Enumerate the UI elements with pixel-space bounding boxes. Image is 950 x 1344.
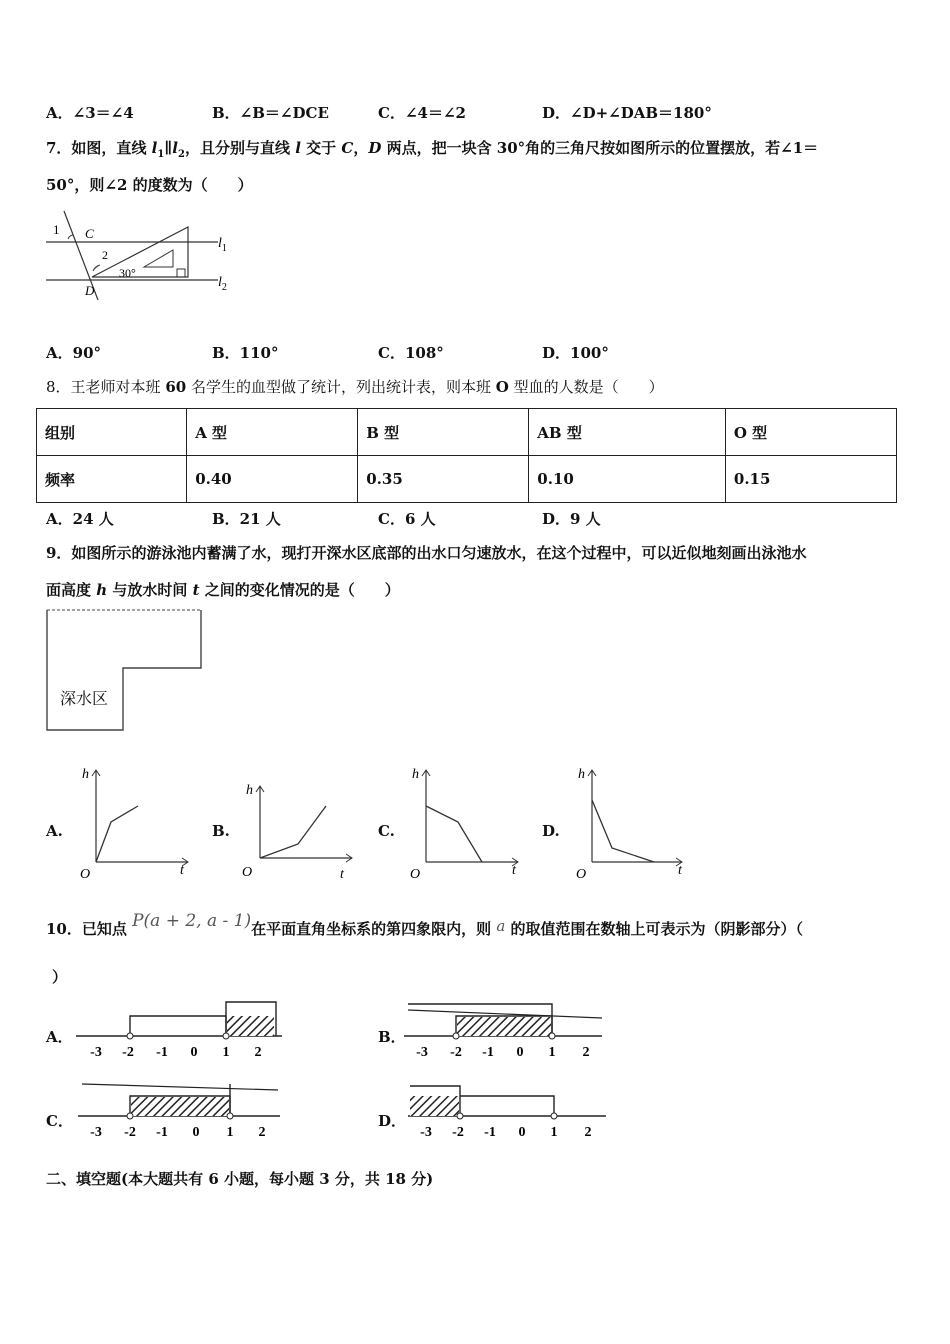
q9-graph-c bbox=[406, 764, 524, 882]
q9-pool-figure bbox=[44, 607, 206, 733]
graph-label-t: t bbox=[340, 867, 344, 882]
graph-label-h: h bbox=[82, 767, 89, 782]
q7-fig-l2 bbox=[218, 275, 227, 293]
q10-numberline-b bbox=[400, 996, 606, 1064]
q7-mid2: 交于 bbox=[300, 139, 342, 157]
q10-close: ） bbox=[52, 968, 68, 986]
q8-stat-table bbox=[36, 408, 897, 503]
tick-label: -3 bbox=[420, 1125, 432, 1140]
table-cell: 0.35 bbox=[358, 456, 529, 503]
q10-numberline-c bbox=[70, 1080, 284, 1148]
q10-prefix: 10．已知点 bbox=[46, 920, 133, 938]
q10-numberline-a bbox=[66, 996, 286, 1064]
q7-fig-c: C bbox=[85, 226, 94, 241]
q9-stem-line1: 9．如图所示的游泳池内蓄满了水，现打开深水区底部的出水口匀速放水，在这个过程中，可以近似地刻画出泳池水 bbox=[46, 544, 807, 562]
q7-option-b: B．110° bbox=[212, 344, 279, 362]
q9-prefix: 面高度 bbox=[46, 581, 97, 599]
q9-graph-a bbox=[76, 764, 194, 882]
tick-label: 0 bbox=[516, 1045, 524, 1060]
q10-stem bbox=[46, 911, 804, 939]
q7-option-d: D．100° bbox=[542, 344, 609, 362]
q7-figure bbox=[40, 205, 240, 305]
q7-l: l bbox=[295, 139, 301, 157]
q10-numberline-d bbox=[404, 1080, 610, 1148]
q9-option-a: A. bbox=[46, 822, 63, 840]
graph-label-o: O bbox=[576, 867, 587, 882]
graph-label-h: h bbox=[578, 767, 585, 782]
q7-fig-l1 bbox=[218, 236, 227, 254]
table-cell: 0.10 bbox=[529, 456, 726, 503]
table-header-cell: AB 型 bbox=[529, 409, 726, 456]
tick-label: 0 bbox=[190, 1045, 198, 1060]
q7-fig-l1-sub: 1 bbox=[221, 243, 227, 254]
q8-o: O bbox=[495, 378, 509, 396]
q9-mid: 与放水时间 bbox=[107, 581, 193, 599]
table-cell: 0.40 bbox=[187, 456, 358, 503]
graph-label-o: O bbox=[410, 867, 421, 882]
tick-label: 2 bbox=[584, 1125, 592, 1140]
q8-num: 60 bbox=[165, 378, 187, 396]
graph-label-h: h bbox=[412, 767, 419, 782]
q7-stem-line1 bbox=[46, 137, 818, 160]
tick-label: 2 bbox=[582, 1045, 590, 1060]
tick-label: 0 bbox=[518, 1125, 526, 1140]
tick-label: -2 bbox=[122, 1045, 134, 1060]
tick-label: 0 bbox=[192, 1125, 200, 1140]
table-row bbox=[37, 456, 897, 503]
q8-end: 型血的人数是（ ） bbox=[508, 378, 664, 396]
q9-option-d: D. bbox=[542, 822, 560, 840]
q9-h: h bbox=[96, 581, 108, 599]
tick-label: -1 bbox=[156, 1125, 168, 1140]
graph-label-t: t bbox=[512, 863, 516, 878]
table-header-cell: B 型 bbox=[358, 409, 529, 456]
tick-label: 1 bbox=[222, 1045, 230, 1060]
q7-fig-l2-sub: 2 bbox=[221, 282, 227, 293]
tick-label: -2 bbox=[452, 1125, 464, 1140]
q7-end: 两点，把一块含 30°角的三角尺按如图所示的位置摆放，若∠1＝ bbox=[381, 139, 819, 157]
q7-l2-sub: 2 bbox=[178, 149, 185, 160]
q7-c: C bbox=[341, 139, 354, 157]
q7-fig-d: D bbox=[85, 283, 95, 298]
q7-prefix: 7．如图，直线 bbox=[46, 139, 152, 157]
q7-stem-line2: 50°，则∠2 的度数为（ ） bbox=[46, 176, 253, 194]
q7-l2: l bbox=[172, 139, 178, 157]
q8-option-c: C．6 人 bbox=[378, 510, 436, 528]
table-header-cell: O 型 bbox=[725, 409, 896, 456]
table-header-cell: 组别 bbox=[37, 409, 187, 456]
tick-label: -1 bbox=[156, 1045, 168, 1060]
q7-option-c: C．108° bbox=[378, 344, 444, 362]
tick-label: -3 bbox=[416, 1045, 428, 1060]
q10-option-b: B． bbox=[378, 1028, 406, 1046]
tick-label: 1 bbox=[548, 1045, 556, 1060]
q8-mid: 名学生的血型做了统计，列出统计表，则本班 bbox=[186, 378, 496, 396]
tick-label: -3 bbox=[90, 1125, 102, 1140]
q9-end: 之间的变化情况的是（ ） bbox=[199, 581, 400, 599]
q6-option-c: C．∠4＝∠2 bbox=[378, 104, 466, 122]
q7-fig-l2-letter: l bbox=[218, 275, 222, 290]
q6-option-a: A．∠3＝∠4 bbox=[46, 104, 134, 122]
q8-stem bbox=[46, 376, 664, 397]
q7-l1-sub: 1 bbox=[157, 149, 165, 160]
q9-graph-b bbox=[240, 764, 358, 882]
q6-option-b: B．∠B＝∠DCE bbox=[212, 104, 329, 122]
q10-point: P(a + 2, a - 1) bbox=[132, 911, 252, 931]
tick-label: -2 bbox=[124, 1125, 136, 1140]
q10-a: a bbox=[496, 917, 506, 935]
q9-option-c: C. bbox=[378, 822, 395, 840]
graph-label-o: O bbox=[80, 867, 91, 882]
q7-mid: ，且分别与直线 bbox=[184, 139, 296, 157]
q8-prefix: 8．王老师对本班 bbox=[46, 378, 166, 396]
q7-parallel: ∥ bbox=[164, 139, 173, 157]
q10-option-c: C． bbox=[46, 1112, 73, 1130]
q7-fig-l1-letter: l bbox=[218, 236, 222, 251]
tick-label: -1 bbox=[482, 1045, 494, 1060]
q7-fig-angle1: 1 bbox=[53, 222, 60, 237]
q7-fig-angle2: 2 bbox=[102, 248, 108, 262]
q8-option-d: D．9 人 bbox=[542, 510, 601, 528]
tick-label: -3 bbox=[90, 1045, 102, 1060]
q10-end: 的取值范围在数轴上可表示为（阴影部分）（ bbox=[505, 920, 804, 938]
tick-label: 2 bbox=[254, 1045, 262, 1060]
table-header-cell: A 型 bbox=[187, 409, 358, 456]
table-cell: 0.15 bbox=[725, 456, 896, 503]
q9-stem-line2 bbox=[46, 579, 400, 600]
q7-sep: ， bbox=[353, 139, 369, 157]
table-row bbox=[37, 409, 897, 456]
q9-option-b: B. bbox=[212, 822, 230, 840]
q7-option-a: A．90° bbox=[46, 344, 102, 362]
tick-label: -2 bbox=[450, 1045, 462, 1060]
q7-l1: l bbox=[151, 139, 158, 157]
q8-option-b: B．21 人 bbox=[212, 510, 281, 528]
q9-t: t bbox=[192, 581, 200, 599]
q7-d: D bbox=[368, 139, 382, 157]
q10-option-d: D． bbox=[378, 1112, 407, 1130]
graph-label-t: t bbox=[678, 863, 682, 878]
tick-label: 2 bbox=[258, 1125, 266, 1140]
q10-mid: 在平面直角坐标系的第四象限内，则 bbox=[251, 920, 497, 938]
q7-fig-30deg: 30° bbox=[119, 266, 136, 280]
graph-label-t: t bbox=[180, 863, 184, 878]
graph-label-o: O bbox=[242, 865, 253, 880]
table-cell: 频率 bbox=[37, 456, 187, 503]
q6-option-d: D．∠D+∠DAB＝180° bbox=[542, 104, 712, 122]
tick-label: 1 bbox=[550, 1125, 558, 1140]
section-heading-fill-in: 二、填空题(本大题共有 6 小题，每小题 3 分，共 18 分) bbox=[46, 1170, 434, 1188]
tick-label: 1 bbox=[226, 1125, 234, 1140]
tick-label: -1 bbox=[484, 1125, 496, 1140]
q9-pool-label: 深水区 bbox=[60, 689, 109, 708]
q10-option-a: A． bbox=[46, 1028, 73, 1046]
q9-graph-d bbox=[570, 764, 688, 882]
graph-label-h: h bbox=[246, 783, 253, 798]
q8-option-a: A．24 人 bbox=[46, 510, 114, 528]
